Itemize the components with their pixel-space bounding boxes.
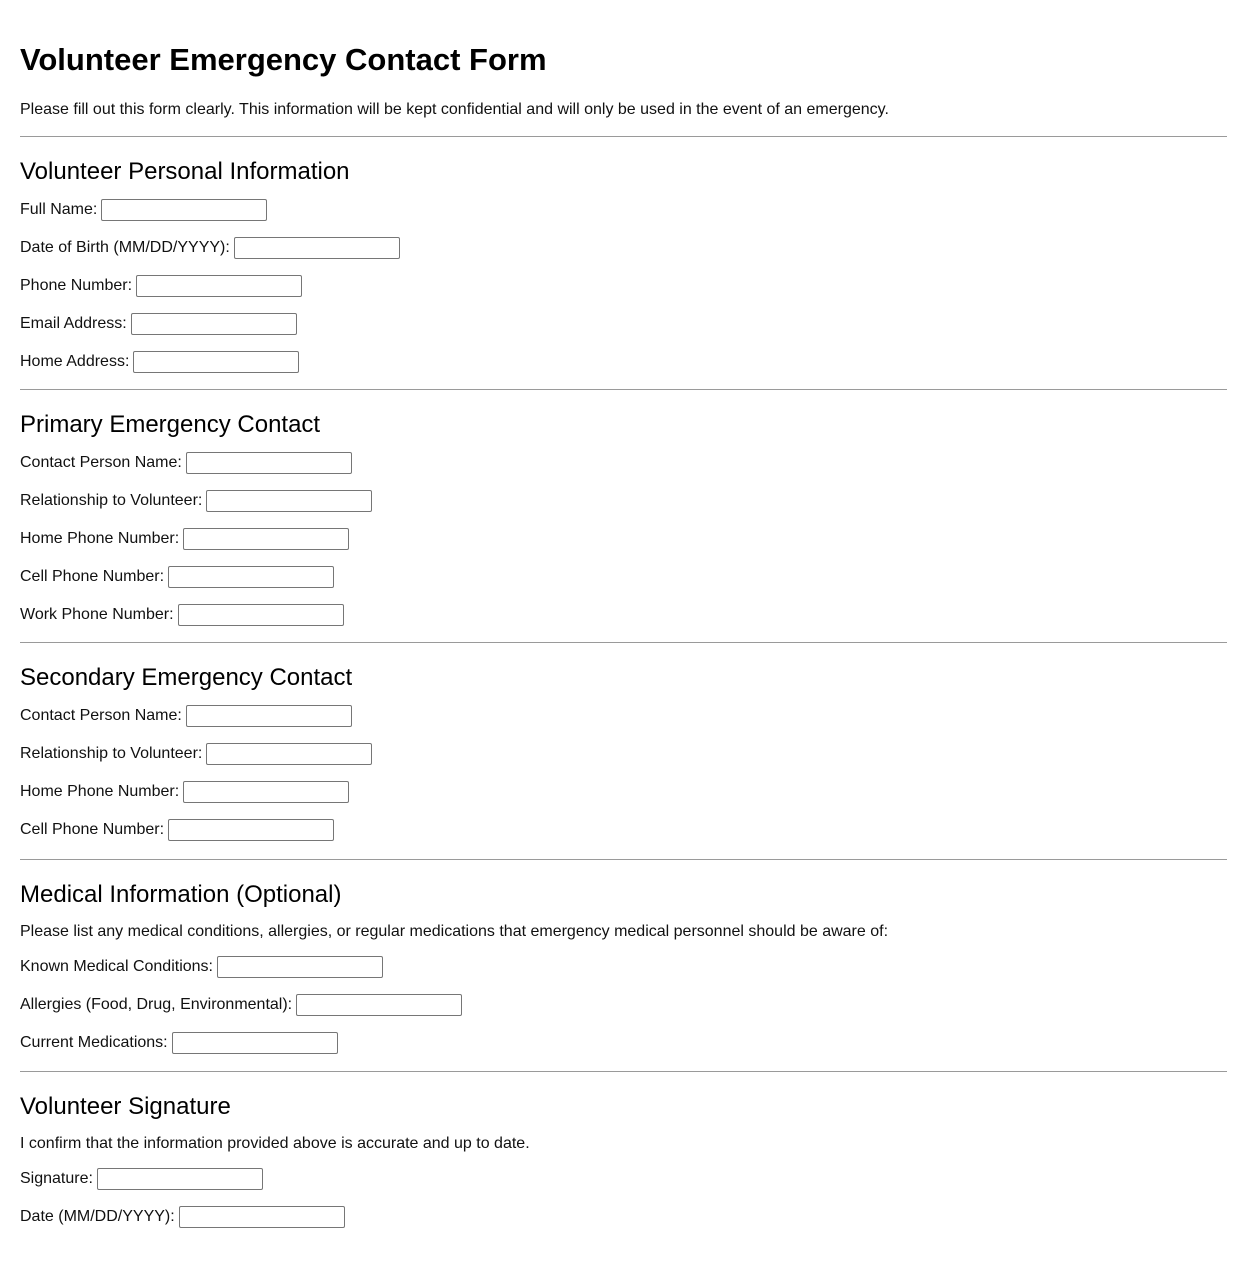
secondary-relationship-input[interactable]: [206, 743, 372, 765]
field-row-primary-relationship: [20, 490, 1227, 512]
signature-input[interactable]: [97, 1168, 263, 1190]
known-conditions-input[interactable]: [217, 956, 383, 978]
section-divider: [20, 389, 1227, 390]
allergies-input[interactable]: [296, 994, 462, 1016]
phone-number-input[interactable]: [136, 275, 302, 297]
section-secondary-contact: [20, 663, 1227, 841]
field-row-email-address: [20, 313, 1227, 335]
date-of-birth-label: Date of Birth (MM/DD/YYYY):: [20, 239, 230, 256]
field-row-primary-work-phone: [20, 604, 1227, 626]
primary-cell-phone-input[interactable]: [168, 566, 334, 588]
section-divider: [20, 136, 1227, 137]
field-row-secondary-relationship: [20, 743, 1227, 765]
signature-note: I confirm that the information provided above is accurate and up to date.: [20, 1135, 530, 1152]
current-medications-input[interactable]: [172, 1032, 338, 1054]
secondary-cell-phone-input[interactable]: [168, 819, 334, 841]
current-medications-label: Current Medications:: [20, 1034, 168, 1051]
field-row-secondary-contact-name: [20, 705, 1227, 727]
secondary-contact-name-input[interactable]: [186, 705, 352, 727]
section-primary-contact: [20, 410, 1227, 626]
field-row-primary-cell-phone: [20, 566, 1227, 588]
section-personal-info: [20, 157, 1227, 373]
primary-cell-phone-label: Cell Phone Number:: [20, 568, 165, 585]
field-row-full-name: [20, 199, 1227, 221]
field-row-phone-number: [20, 275, 1227, 297]
field-row-signature: [20, 1168, 1227, 1190]
primary-relationship-label: Relationship to Volunteer:: [20, 492, 203, 509]
allergies-label: Allergies (Food, Drug, Environmental):: [20, 996, 293, 1013]
home-address-input[interactable]: [133, 351, 299, 373]
email-address-input[interactable]: [131, 313, 297, 335]
primary-contact-name-input[interactable]: [186, 452, 352, 474]
secondary-relationship-label: Relationship to Volunteer:: [20, 745, 203, 762]
page-title: Volunteer Emergency Contact Form: [20, 42, 547, 77]
full-name-input[interactable]: [101, 199, 267, 221]
email-address-label: Email Address:: [20, 315, 127, 332]
section-title-signature: Volunteer Signature: [20, 1093, 231, 1120]
signature-date-input[interactable]: [179, 1206, 345, 1228]
field-row-known-conditions: [20, 956, 1227, 978]
section-medical-info: [20, 880, 1227, 1054]
field-row-secondary-cell-phone: [20, 819, 1227, 841]
medical-note: Please list any medical conditions, allergies, or regular medications that emergency medical personnel should be aware of:: [20, 923, 889, 940]
field-row-secondary-home-phone: [20, 781, 1227, 803]
field-row-signature-date: [20, 1206, 1227, 1228]
primary-contact-name-label: Contact Person Name:: [20, 454, 182, 471]
field-row-current-medications: [20, 1032, 1227, 1054]
home-address-label: Home Address:: [20, 353, 130, 370]
primary-home-phone-label: Home Phone Number:: [20, 530, 180, 547]
field-row-date-of-birth: [20, 237, 1227, 259]
intro-text: Please fill out this form clearly. This information will be kept confidential and will only be used in the event of an emergency.: [20, 101, 889, 118]
field-row-primary-home-phone: [20, 528, 1227, 550]
primary-relationship-input[interactable]: [206, 490, 372, 512]
signature-label: Signature:: [20, 1170, 93, 1187]
field-row-allergies: [20, 994, 1227, 1016]
full-name-label: Full Name:: [20, 201, 98, 218]
section-signature: [20, 1092, 1227, 1228]
primary-work-phone-label: Work Phone Number:: [20, 606, 174, 623]
section-title-primary: Primary Emergency Contact: [20, 411, 321, 438]
section-divider: [20, 1071, 1227, 1072]
field-row-home-address: [20, 351, 1227, 373]
primary-home-phone-input[interactable]: [183, 528, 349, 550]
signature-date-label: Date (MM/DD/YYYY):: [20, 1208, 175, 1225]
phone-number-label: Phone Number:: [20, 277, 133, 294]
secondary-home-phone-input[interactable]: [183, 781, 349, 803]
primary-work-phone-input[interactable]: [178, 604, 344, 626]
secondary-contact-name-label: Contact Person Name:: [20, 707, 182, 724]
secondary-cell-phone-label: Cell Phone Number:: [20, 821, 165, 838]
date-of-birth-input[interactable]: [234, 237, 400, 259]
field-row-primary-contact-name: [20, 452, 1227, 474]
section-title-medical: Medical Information (Optional): [20, 881, 342, 908]
section-title-personal: Volunteer Personal Information: [20, 158, 350, 185]
known-conditions-label: Known Medical Conditions:: [20, 958, 213, 975]
section-title-secondary: Secondary Emergency Contact: [20, 664, 353, 691]
section-divider: [20, 642, 1227, 643]
secondary-home-phone-label: Home Phone Number:: [20, 783, 180, 800]
section-divider: [20, 859, 1227, 860]
